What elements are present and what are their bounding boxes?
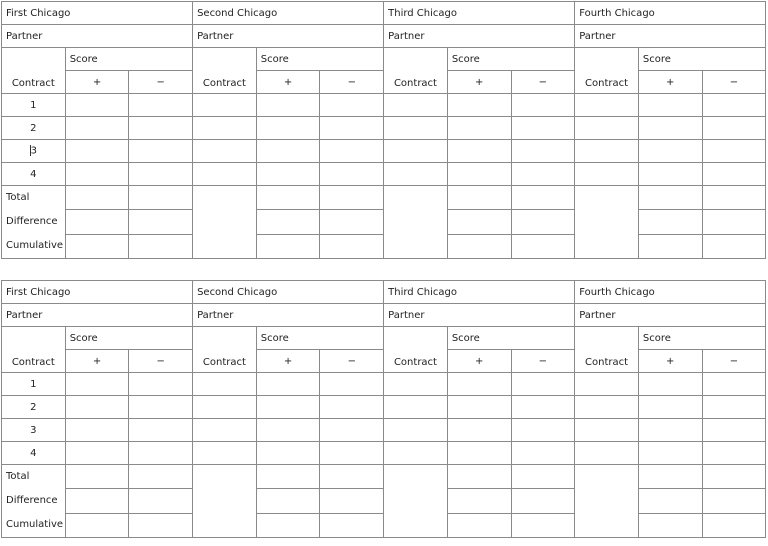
contract-number[interactable] [2,373,66,396]
contract-number[interactable] [2,140,66,163]
minus-score-cell[interactable] [511,140,575,163]
minus-score-cell[interactable] [129,373,193,396]
section-title: Second Chicago [193,2,384,25]
contract-number-label: 4 [30,447,37,459]
plus-header: + [447,71,511,94]
plus-score-cell[interactable] [447,163,511,186]
plus-header: + [65,71,129,94]
plus-score-cell[interactable] [65,396,129,419]
plus-total-cell[interactable] [65,465,129,489]
contract-cell[interactable] [575,140,639,163]
contract-number-label: 2 [30,122,37,134]
minus-score-cell[interactable] [702,373,766,396]
contract-cell[interactable] [193,163,257,186]
plus-score-cell[interactable] [256,396,320,419]
contract-number[interactable] [2,163,66,186]
minus-cumulative-cell[interactable] [129,234,193,258]
plus-score-cell[interactable] [638,442,702,465]
minus-header: − [511,350,575,373]
contract-header: Contract [384,327,448,373]
section-title: First Chicago [2,2,193,25]
minus-header: − [320,350,384,373]
minus-score-cell[interactable] [511,419,575,442]
plus-score-cell[interactable] [256,419,320,442]
summary-blank-cell [575,186,639,259]
plus-difference-cell[interactable] [256,489,320,513]
minus-difference-cell[interactable] [320,489,384,513]
minus-score-cell[interactable] [702,117,766,140]
plus-score-cell[interactable] [638,117,702,140]
minus-score-cell[interactable] [511,442,575,465]
plus-header: + [638,71,702,94]
summary-labels [2,186,66,259]
plus-score-cell[interactable] [638,396,702,419]
partner-field[interactable]: Partner [193,25,384,48]
minus-score-cell[interactable] [511,94,575,117]
contract-cell[interactable] [575,163,639,186]
minus-difference-cell[interactable] [320,210,384,234]
plus-cumulative-cell[interactable] [638,234,702,258]
minus-score-cell[interactable] [320,94,384,117]
minus-cumulative-cell[interactable] [129,513,193,537]
score-header: Score [256,327,383,350]
contract-number[interactable] [2,442,66,465]
summary-label-cumulative: Cumulative [6,240,64,251]
minus-score-cell[interactable] [702,163,766,186]
plus-score-cell[interactable] [65,163,129,186]
plus-cumulative-cell[interactable] [65,234,129,258]
minus-header: − [320,71,384,94]
contract-cell[interactable] [575,419,639,442]
minus-score-cell[interactable] [129,163,193,186]
minus-score-cell[interactable] [129,442,193,465]
plus-cumulative-cell[interactable] [447,513,511,537]
partner-field[interactable]: Partner [193,304,384,327]
summary-blank-cell [575,465,639,538]
contract-number-label: 3 [30,424,37,436]
section-title: Fourth Chicago [575,281,766,304]
section-title: Second Chicago [193,281,384,304]
plus-score-cell[interactable] [638,94,702,117]
minus-difference-cell[interactable] [129,210,193,234]
contract-cell[interactable] [193,419,257,442]
plus-score-cell[interactable] [638,373,702,396]
contract-number-label: 3 [30,145,38,157]
minus-score-cell[interactable] [129,419,193,442]
contract-number[interactable] [2,94,66,117]
plus-score-cell[interactable] [447,117,511,140]
minus-cumulative-cell[interactable] [702,234,766,258]
contract-cell[interactable] [384,419,448,442]
minus-score-cell[interactable] [702,94,766,117]
contract-cell[interactable] [193,94,257,117]
minus-score-cell[interactable] [511,163,575,186]
minus-score-cell[interactable] [702,419,766,442]
minus-cumulative-cell[interactable] [320,234,384,258]
minus-score-cell[interactable] [129,117,193,140]
contract-cell[interactable] [193,140,257,163]
contract-number[interactable] [2,419,66,442]
minus-score-cell[interactable] [702,442,766,465]
contract-cell[interactable] [384,373,448,396]
plus-score-cell[interactable] [256,373,320,396]
contract-cell[interactable] [575,396,639,419]
plus-total-cell[interactable] [638,465,702,489]
plus-cumulative-cell[interactable] [447,234,511,258]
contract-number-label: 1 [30,378,37,390]
contract-header: Contract [193,48,257,94]
summary-labels [2,465,66,538]
plus-score-cell[interactable] [256,117,320,140]
plus-score-cell[interactable] [447,373,511,396]
minus-header: − [702,71,766,94]
minus-score-cell[interactable] [702,140,766,163]
section-title: Third Chicago [384,281,575,304]
plus-total-cell[interactable] [638,186,702,210]
minus-score-cell[interactable] [511,396,575,419]
plus-cumulative-cell[interactable] [256,513,320,537]
plus-score-cell[interactable] [638,419,702,442]
minus-score-cell[interactable] [320,117,384,140]
summary-blank-cell [193,186,257,259]
plus-header: + [638,350,702,373]
summary-blank-cell [384,465,448,538]
score-header: Score [447,327,574,350]
plus-difference-cell[interactable] [65,210,129,234]
contract-cell[interactable] [193,117,257,140]
summary-blank-cell [384,186,448,259]
minus-score-cell[interactable] [320,442,384,465]
contract-number-label: 4 [30,168,37,180]
plus-difference-cell[interactable] [65,489,129,513]
minus-difference-cell[interactable] [511,489,575,513]
contract-cell[interactable] [384,163,448,186]
minus-cumulative-cell[interactable] [702,513,766,537]
contract-cell[interactable] [193,396,257,419]
plus-difference-cell[interactable] [447,210,511,234]
plus-header: + [256,350,320,373]
plus-header: + [256,71,320,94]
contract-cell[interactable] [575,94,639,117]
plus-score-cell[interactable] [256,140,320,163]
plus-score-cell[interactable] [65,117,129,140]
minus-difference-cell[interactable] [511,210,575,234]
plus-total-cell[interactable] [447,186,511,210]
plus-score-cell[interactable] [447,442,511,465]
minus-score-cell[interactable] [320,140,384,163]
section-title: First Chicago [2,281,193,304]
contract-cell[interactable] [384,442,448,465]
contract-header: Contract [193,327,257,373]
plus-score-cell[interactable] [447,140,511,163]
plus-difference-cell[interactable] [638,489,702,513]
plus-difference-cell[interactable] [638,210,702,234]
plus-score-cell[interactable] [65,442,129,465]
partner-field[interactable]: Partner [2,25,193,48]
plus-header: + [447,350,511,373]
summary-label-cumulative: Cumulative [6,519,64,530]
minus-score-cell[interactable] [320,373,384,396]
minus-difference-cell[interactable] [129,489,193,513]
minus-cumulative-cell[interactable] [511,234,575,258]
score-header: Score [256,48,383,71]
contract-cell[interactable] [384,140,448,163]
chicago-scorecard-table [1,280,766,538]
plus-cumulative-cell[interactable] [65,513,129,537]
contract-cell[interactable] [384,396,448,419]
minus-total-cell[interactable] [702,186,766,210]
minus-total-cell[interactable] [320,465,384,489]
score-header: Score [447,48,574,71]
minus-score-cell[interactable] [511,373,575,396]
contract-cell[interactable] [193,442,257,465]
section-title: Fourth Chicago [575,2,766,25]
contract-header: Contract [575,48,639,94]
contract-header: Contract [2,48,66,94]
plus-score-cell[interactable] [447,396,511,419]
partner-field[interactable]: Partner [384,25,575,48]
contract-cell[interactable] [384,94,448,117]
chicago-scorecard-table [1,1,766,259]
minus-header: − [511,71,575,94]
minus-difference-cell[interactable] [702,210,766,234]
plus-total-cell[interactable] [256,186,320,210]
minus-total-cell[interactable] [320,186,384,210]
plus-score-cell[interactable] [256,442,320,465]
plus-difference-cell[interactable] [256,210,320,234]
plus-score-cell[interactable] [65,373,129,396]
contract-cell[interactable] [575,442,639,465]
summary-blank-cell [193,465,257,538]
minus-total-cell[interactable] [129,186,193,210]
score-header: Score [65,327,192,350]
minus-header: − [129,71,193,94]
minus-score-cell[interactable] [129,94,193,117]
minus-score-cell[interactable] [129,396,193,419]
minus-score-cell[interactable] [320,419,384,442]
minus-score-cell[interactable] [320,396,384,419]
score-header: Score [638,48,765,71]
contract-number-label: 1 [30,99,37,111]
summary-label-total: Total [6,471,30,482]
summary-label-difference: Difference [6,216,58,227]
plus-score-cell[interactable] [65,419,129,442]
plus-cumulative-cell[interactable] [256,234,320,258]
plus-total-cell[interactable] [65,186,129,210]
plus-total-cell[interactable] [447,465,511,489]
contract-number[interactable] [2,117,66,140]
minus-score-cell[interactable] [511,117,575,140]
minus-header: − [129,350,193,373]
summary-label-total: Total [6,192,30,203]
plus-score-cell[interactable] [447,419,511,442]
contract-number[interactable] [2,396,66,419]
partner-field[interactable]: Partner [2,304,193,327]
plus-score-cell[interactable] [256,94,320,117]
minus-cumulative-cell[interactable] [511,513,575,537]
contract-header: Contract [384,48,448,94]
plus-score-cell[interactable] [256,163,320,186]
partner-field[interactable]: Partner [384,304,575,327]
contract-cell[interactable] [193,373,257,396]
minus-cumulative-cell[interactable] [320,513,384,537]
score-header: Score [65,48,192,71]
minus-score-cell[interactable] [129,140,193,163]
minus-total-cell[interactable] [511,465,575,489]
minus-total-cell[interactable] [511,186,575,210]
minus-total-cell[interactable] [702,465,766,489]
plus-difference-cell[interactable] [447,489,511,513]
summary-label-difference: Difference [6,495,58,506]
contract-header: Contract [575,327,639,373]
partner-field[interactable]: Partner [575,25,766,48]
minus-difference-cell[interactable] [702,489,766,513]
contract-cell[interactable] [575,117,639,140]
minus-header: − [702,350,766,373]
contract-number-label: 2 [30,401,37,413]
minus-score-cell[interactable] [320,163,384,186]
plus-score-cell[interactable] [447,94,511,117]
contract-cell[interactable] [384,117,448,140]
plus-score-cell[interactable] [638,163,702,186]
contract-header: Contract [2,327,66,373]
plus-score-cell[interactable] [638,140,702,163]
plus-score-cell[interactable] [65,94,129,117]
plus-score-cell[interactable] [65,140,129,163]
score-header: Score [638,327,765,350]
contract-cell[interactable] [575,373,639,396]
minus-score-cell[interactable] [702,396,766,419]
plus-total-cell[interactable] [256,465,320,489]
minus-total-cell[interactable] [129,465,193,489]
section-title: Third Chicago [384,2,575,25]
plus-cumulative-cell[interactable] [638,513,702,537]
plus-header: + [65,350,129,373]
partner-field[interactable]: Partner [575,304,766,327]
